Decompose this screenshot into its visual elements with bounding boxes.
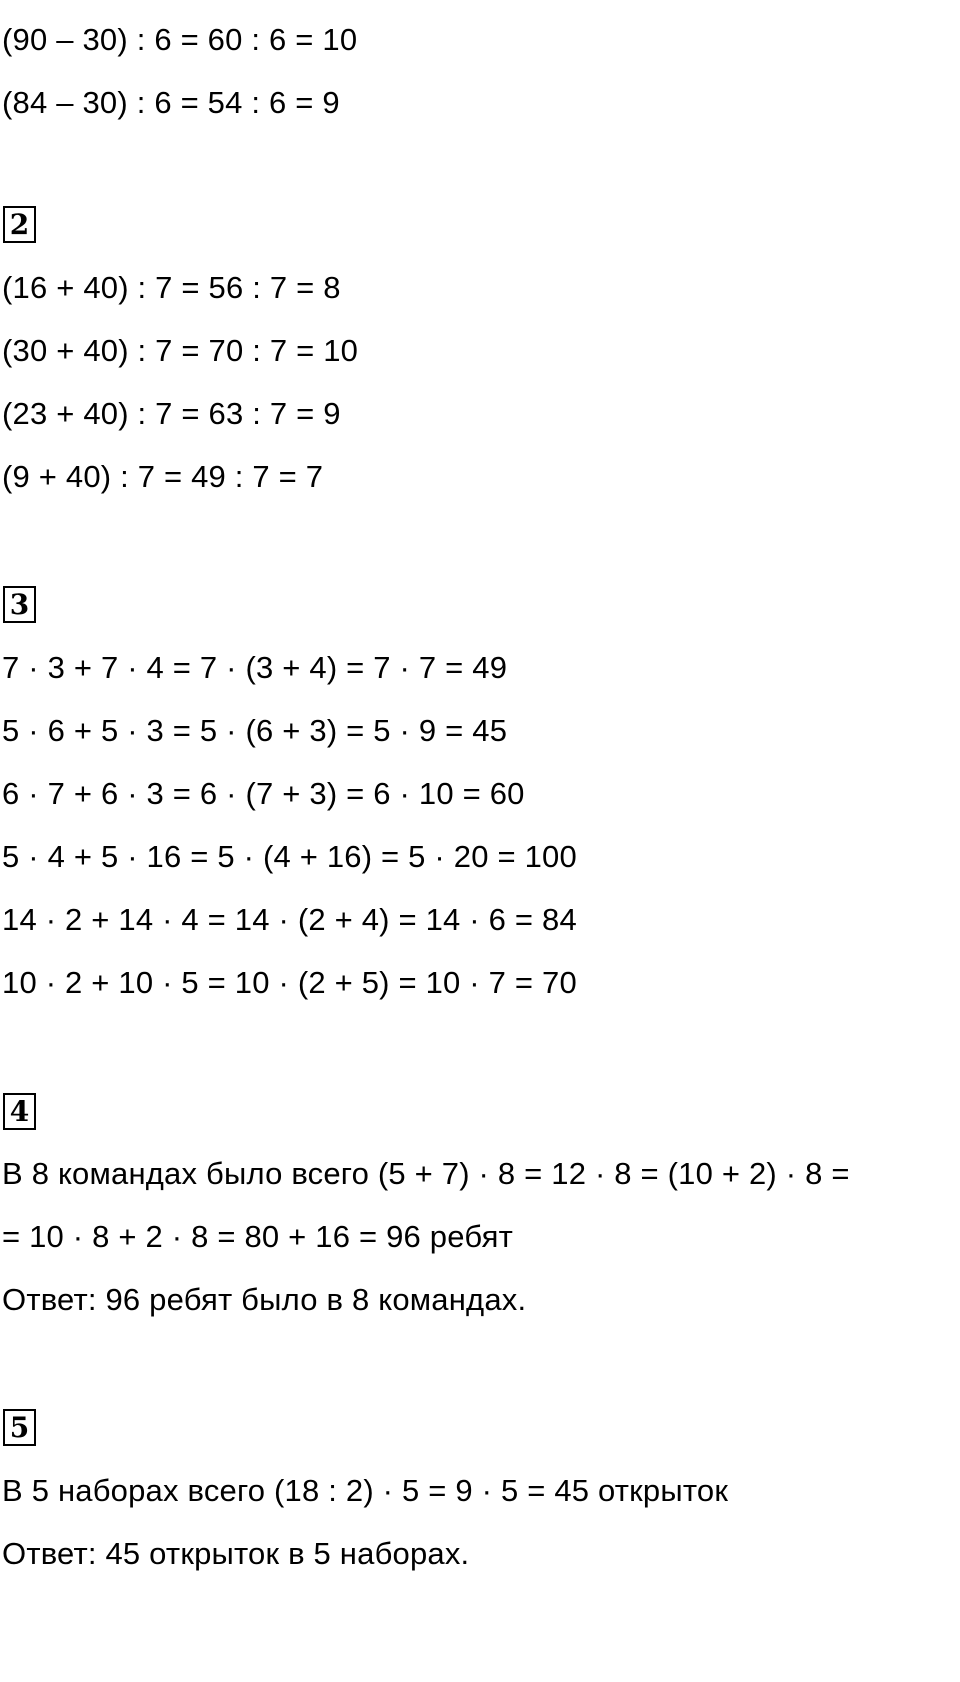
equation-line: (9 + 40) : 7 = 49 : 7 = 7 (2, 459, 324, 494)
equation-line: 6 · 7 + 6 · 3 = 6 · (7 + 3) = 6 · 10 = 60 (2, 776, 525, 811)
equation-line: 14 · 2 + 14 · 4 = 14 · (2 + 4) = 14 · 6 = 84 (2, 902, 577, 937)
solution-line: В 8 командах было всего (5 + 7) · 8 = 12 · 8 = (10 + 2) · 8 = (2, 1156, 850, 1191)
equation-line: (90 – 30) : 6 = 60 : 6 = 10 (2, 22, 358, 57)
equation-line: (30 + 40) : 7 = 70 : 7 = 10 (2, 333, 359, 368)
equation-line: (84 – 30) : 6 = 54 : 6 = 9 (2, 85, 340, 120)
solution-line: В 5 наборах всего (18 : 2) · 5 = 9 · 5 = 45 открыток (2, 1473, 729, 1508)
task-number-3: 3 (3, 586, 36, 623)
task-number-2: 2 (3, 206, 36, 243)
equation-line: 7 · 3 + 7 · 4 = 7 · (3 + 4) = 7 · 7 = 49 (2, 650, 508, 685)
equation-line: 10 · 2 + 10 · 5 = 10 · (2 + 5) = 10 · 7 = 70 (2, 965, 577, 1000)
solution-line: = 10 · 8 + 2 · 8 = 80 + 16 = 96 ребят (2, 1219, 513, 1254)
equation-line: 5 · 6 + 5 · 3 = 5 · (6 + 3) = 5 · 9 = 45 (2, 713, 508, 748)
task-number-4: 4 (3, 1093, 36, 1130)
equation-line: (16 + 40) : 7 = 56 : 7 = 8 (2, 270, 341, 305)
answer-line: Ответ: 96 ребят было в 8 командах. (2, 1282, 527, 1317)
task-number-5: 5 (3, 1409, 36, 1446)
answer-line: Ответ: 45 открыток в 5 наборах. (2, 1536, 470, 1571)
equation-line: (23 + 40) : 7 = 63 : 7 = 9 (2, 396, 341, 431)
equation-line: 5 · 4 + 5 · 16 = 5 · (4 + 16) = 5 · 20 = 100 (2, 839, 577, 874)
